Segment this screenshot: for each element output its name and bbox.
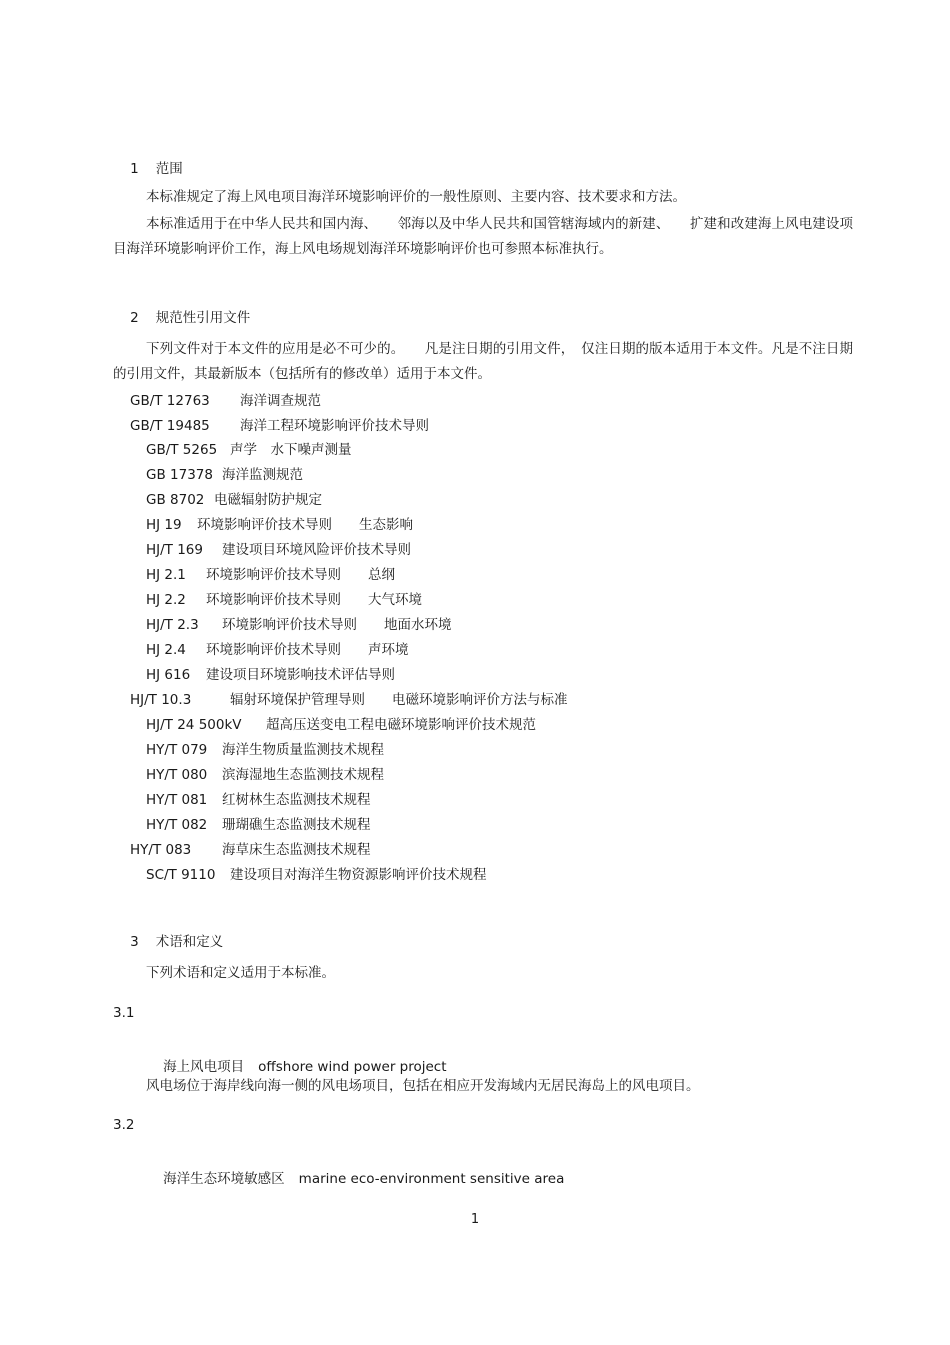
term-3-1-chinese: 海上风电项目 — [163, 1059, 245, 1075]
reference-title: 环境影响评价技术导则 总纲 — [206, 567, 395, 583]
reference-code: GB 8702 — [146, 492, 205, 508]
reference-title: 环境影响评价技术导则 地面水环境 — [222, 617, 452, 633]
term-3-2-chinese: 海洋生态环境敏感区 — [163, 1171, 285, 1187]
reference-code: HJ/T 24 500kV — [146, 717, 242, 733]
reference-code: HJ/T 2.3 — [146, 617, 199, 633]
reference-item — [130, 392, 321, 410]
reference-title: 声学 水下噪声测量 — [230, 442, 352, 458]
section-1-number: 1 — [130, 161, 139, 177]
section-1-title: 范围 — [155, 161, 183, 177]
reference-item — [146, 616, 452, 634]
reference-code: HJ/T 169 — [146, 542, 203, 558]
reference-code: HY/T 079 — [146, 742, 208, 758]
reference-title: 环境影响评价技术导则 大气环境 — [206, 592, 422, 608]
reference-item — [146, 641, 409, 659]
reference-title: 环境影响评价技术导则 声环境 — [206, 642, 409, 658]
reference-item — [130, 417, 429, 435]
term-3-2-english: marine eco-environment sensitive area — [298, 1171, 565, 1187]
reference-code: HY/T 080 — [146, 767, 208, 783]
section-2-title: 规范性引用文件 — [155, 310, 251, 326]
reference-code: HJ/T 10.3 — [130, 692, 192, 708]
section-1-paragraph-2: 本标准适用于在中华人民共和国内海、 邻海以及中华人民共和国管辖海域内的新建、 扩建和改建海上风电建设项目海洋环境影响评价工作，海上风电场规划海洋环境影响评价也可参照本标准执行。 — [113, 216, 853, 257]
reference-title: 环境影响评价技术导则 生态影响 — [197, 517, 413, 533]
reference-item — [146, 666, 395, 684]
term-3-1-english: offshore wind power project — [258, 1059, 447, 1075]
reference-code: HY/T 081 — [146, 792, 208, 808]
reference-title: 海洋生物质量监测技术规程 — [222, 742, 384, 758]
section-3-title: 术语和定义 — [155, 934, 224, 950]
reference-title: 海洋工程环境影响评价技术导则 — [240, 418, 429, 434]
reference-title: 建设项目环境影响技术评估导则 — [206, 667, 395, 683]
reference-code: GB/T 19485 — [130, 418, 210, 434]
reference-code: GB 17378 — [146, 467, 213, 483]
reference-title: 建设项目对海洋生物资源影响评价技术规程 — [230, 867, 487, 883]
reference-title: 海洋调查规范 — [240, 393, 321, 409]
reference-title: 红树林生态监测技术规程 — [222, 792, 371, 808]
reference-title: 珊瑚礁生态监测技术规程 — [222, 817, 371, 833]
reference-code: HY/T 082 — [146, 817, 208, 833]
reference-title: 滨海湿地生态监测技术规程 — [222, 767, 384, 783]
reference-code: HJ 19 — [146, 517, 182, 533]
reference-item — [146, 541, 411, 559]
reference-item — [146, 516, 413, 534]
section-3-heading — [113, 915, 223, 969]
reference-code: GB/T 12763 — [130, 393, 210, 409]
term-3-2-heading — [146, 1152, 564, 1206]
term-3-1-definition: 风电场位于海岸线向海一侧的风电场项目，包括在相应开发海域内无居民海岛上的风电项目。 — [146, 1078, 700, 1094]
page-number: 1 — [470, 1212, 480, 1227]
reference-item — [146, 816, 371, 834]
reference-code: HJ 2.2 — [146, 592, 186, 608]
reference-item — [146, 566, 395, 584]
reference-title: 超高压送变电工程电磁环境影响评价技术规范 — [266, 717, 536, 733]
reference-title: 建设项目环境风险评价技术导则 — [222, 542, 411, 558]
reference-item — [146, 741, 384, 759]
section-1-paragraph-1: 本标准规定了海上风电项目海洋环境影响评价的一般性原则、主要内容、技术要求和方法。 — [146, 189, 686, 205]
section-3-number: 3 — [130, 934, 139, 950]
reference-code: SC/T 9110 — [146, 867, 216, 883]
reference-code: HJ 2.1 — [146, 567, 186, 583]
reference-title: 电磁辐射防护规定 — [214, 492, 322, 508]
section-2-intro: 下列文件对于本文件的应用是必不可少的。 凡是注日期的引用文件， 仅注日期的版本适用于本文件。凡是不注日期的引用文件，其最新版本（包括所有的修改单）适用于本文件。 — [113, 341, 853, 382]
term-3-2-number: 3.2 — [113, 1117, 135, 1133]
reference-code: HJ 2.4 — [146, 642, 186, 658]
reference-item — [146, 491, 322, 509]
section-2-number: 2 — [130, 310, 139, 326]
reference-code: GB/T 5265 — [146, 442, 218, 458]
reference-title: 海草床生态监测技术规程 — [222, 842, 371, 858]
term-3-1-number: 3.1 — [113, 1005, 135, 1021]
reference-code: HJ 616 — [146, 667, 191, 683]
reference-item — [146, 716, 536, 734]
reference-item — [146, 466, 303, 484]
reference-title: 辐射环境保护管理导则 电磁环境影响评价方法与标准 — [230, 692, 568, 708]
reference-item — [146, 591, 422, 609]
reference-item — [130, 691, 568, 709]
reference-item — [146, 866, 487, 884]
reference-item — [146, 766, 384, 784]
section-3-intro: 下列术语和定义适用于本标准。 — [146, 965, 335, 981]
reference-item — [146, 441, 352, 459]
reference-item — [146, 791, 371, 809]
reference-code: HY/T 083 — [130, 842, 192, 858]
reference-item — [130, 841, 371, 859]
reference-title: 海洋监测规范 — [222, 467, 303, 483]
